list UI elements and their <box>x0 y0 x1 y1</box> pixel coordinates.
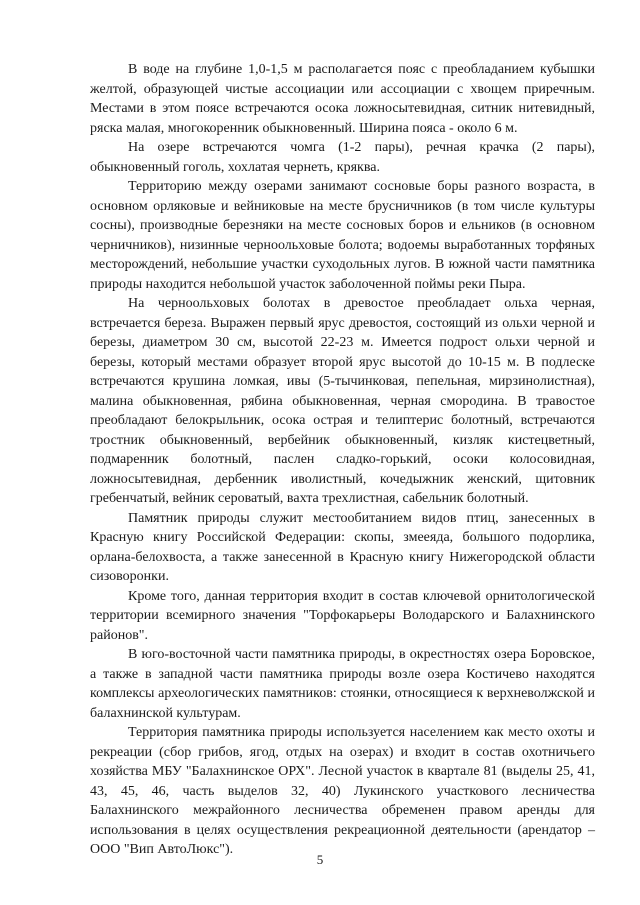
paragraph-ornithological-territory: Кроме того, данная территория входит в состав ключевой орнитологической территории всемирного значения "Торфокарьеры Володарского и Балахнинского районов". <box>90 588 595 643</box>
paragraph-bird-habitat: Памятник природы служит местообитанием видов птиц, занесенных в Красную книгу Российской Федерации: скопы, змееяда, большого подорлика, орлана-белохвоста, а также занесенной в Красную книгу Нижегородской области сизоворонки. <box>90 510 595 584</box>
document-body <box>90 60 595 860</box>
paragraph-territory-forests: Территорию между озерами занимают сосновые боры разного возраста, в основном орляковые и вейниковые на месте брусничников (в том числе культуры сосны), производные березняки на месте сосновых боров и ельников (в основном черничников), низинные черноольховые болота; водоемы выработанных торфяных месторождений, небольшие участки суходольных лугов. В южной части памятника природы находится небольшой участок заболоченной поймы реки Пыра. <box>90 179 595 292</box>
paragraph-archaeological-sites: В юго-восточной части памятника природы, в окрестностях озера Боровское, а также в западной части памятника природы возле озера Костичево находятся комплексы археологических памятников: стоянки, относящиеся к верхневолжской и балахнинской культурам. <box>90 647 595 721</box>
paragraph-water-belt: В воде на глубине 1,0-1,5 м располагается пояс с преобладанием кубышки желтой, образующей чистые ассоциации или ассоциации с хвощем приречным. Местами в этом поясе встречаются осока ложносытевидная, ситник нитевидный, ряска малая, многокоренник обыкновенный. Ширина пояса - около 6 м. <box>90 62 595 136</box>
paragraph-alder-swamps: На черноольховых болотах в древостое преобладает ольха черная, встречается береза. Выражен первый ярус древостоя, состоящий из ольхи черной и березы, диаметром 30 см, высотой 22-23 м. Имеется подрост ольхи черной и березы, который местами образует второй ярус высотой до 10-15 м. В подлеске встречаются крушина ломкая, ивы (5-тычинковая, пепельная, мирзинолистная), малина обыкновенная, рябина обыкновенная, черная смородина. В травостое преобладают белокрыльник, осока острая и телиптерис болотный, встречаются тростник обыкновенный, вербейник обыкновенный, кизляк кистецветный, подмаренник болотный, паслен сладко-горький, осоки колосовидная, ложносытевидная, дербенник иволистный, кочедыжник женский, щитовник гребенчатый, вейник сероватый, вахта трехлистная, сабельник болотный. <box>90 296 595 506</box>
page-number: 5 <box>316 852 324 867</box>
paragraph-lake-birds: На озере встречаются чомга (1-2 пары), речная крачка (2 пары), обыкновенный гоголь, хохлатая чернеть, кряква. <box>90 140 595 175</box>
paragraph-territory-usage: Территория памятника природы используется населением как место охоты и рекреации (сбор грибов, ягод, отдых на озерах) и входит в состав охотничьего хозяйства МБУ "Балахнинское ОРХ". Лесной участок в квартале 81 (выделы 25, 41, 43, 45, 46, часть выделов 32, 40) Лукинского участкового лесничества Балахнинского межрайонного лесничества обременен правом аренды для использования в целях осуществления рекреационной деятельности (арендатор – ООО "Вип АвтоЛюкс"). <box>90 725 595 857</box>
